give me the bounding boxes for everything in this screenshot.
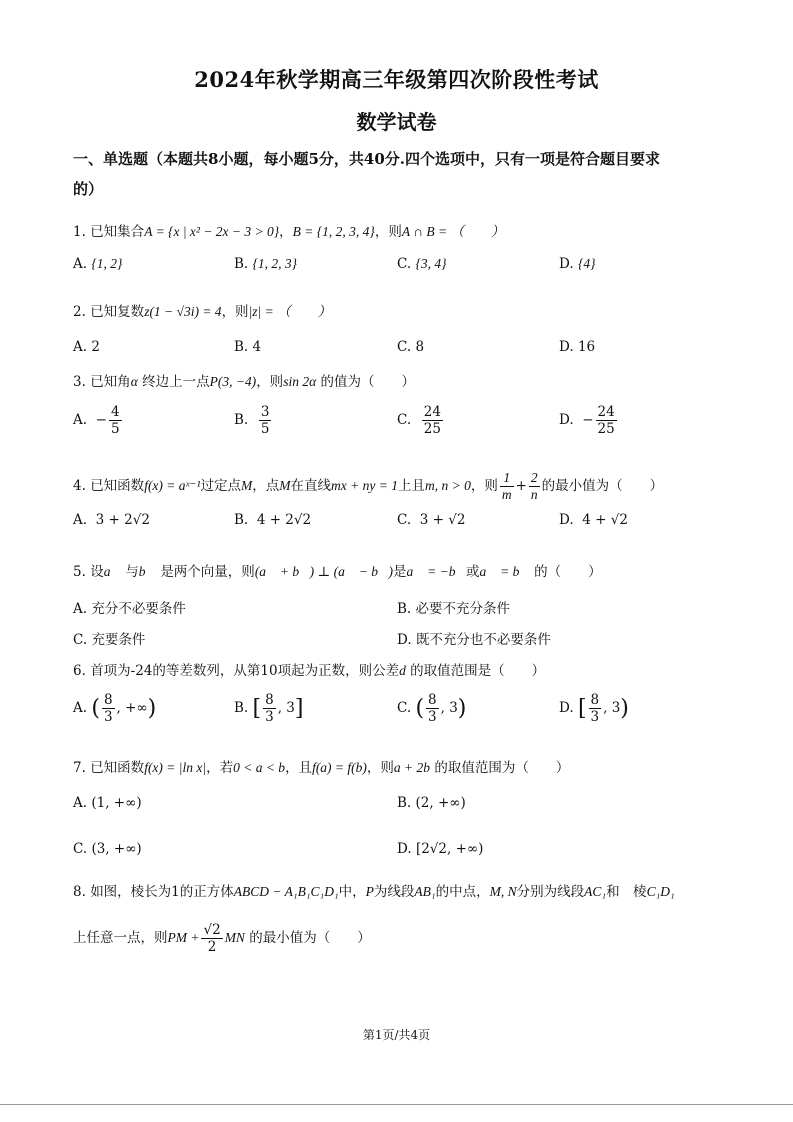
q5-c1: a⃗ = −b⃗ <box>406 564 466 579</box>
q8-stem-d: 的中点， <box>435 884 490 900</box>
q4-func: f(x) = aˣ⁻¹ <box>144 478 201 493</box>
q4-plus: + <box>515 478 527 494</box>
question-5 <box>73 560 602 580</box>
q2-expr: z(1 − √3i) = 4 <box>144 304 222 319</box>
q3-alpha: α <box>130 374 138 389</box>
q1-set-b: B = {1, 2, 3, 4} <box>292 224 375 239</box>
q6-option-a[interactable]: A. ( $\frac{8}{3}$ , +∞) <box>73 692 157 725</box>
q7-stem-b: ，若 <box>206 760 234 776</box>
q7-stem-d: ，则 <box>366 760 394 776</box>
q5-cond: (a⃗ + b⃗) ⊥ (a⃗ − b⃗) <box>254 564 393 579</box>
section-heading <box>73 144 723 204</box>
q3-option-b[interactable]: B. $\frac{3}{5}$ <box>234 404 270 437</box>
q3-number: 3. <box>73 374 86 390</box>
q1-ask: A ∩ B = （ ） <box>401 224 505 239</box>
q7-stem-c: ，且 <box>285 760 313 776</box>
q1-number: 1. <box>73 224 86 240</box>
q4-line: mx + ny = 1 <box>331 478 398 493</box>
q3-expr: sin 2α <box>283 374 317 389</box>
q3-point: P(3, −4) <box>209 374 257 389</box>
q8-stem-c: 为线段 <box>373 884 415 900</box>
q2-option-d[interactable]: D. 16 <box>559 339 596 355</box>
q4-m2: M <box>279 478 291 493</box>
q8-mn-points: M, N <box>489 884 517 899</box>
q7-end: 的取值范围为（ ） <box>434 760 570 776</box>
q8-stem-f: 和 棱 <box>606 884 647 900</box>
section-heading-line2: 的） <box>73 180 104 198</box>
q7-option-a[interactable]: A. (1, +∞) <box>73 795 142 811</box>
q8-p: P <box>365 884 374 899</box>
exam-subtitle: 数学试卷 <box>356 110 437 134</box>
q6-option-d[interactable]: D. [ $\frac{8}{3}$ , 3) <box>559 692 629 725</box>
q7-stem-a: 已知函数 <box>90 760 145 776</box>
q3-option-a[interactable]: A. − $\frac{4}{5}$ <box>73 404 120 437</box>
q2-number: 2. <box>73 304 86 320</box>
q4-stem-f: ，则 <box>470 478 498 494</box>
q8-mn: MN <box>224 930 245 945</box>
question-8 <box>73 880 675 900</box>
q8-line2-b: 的最小值为（ ） <box>249 930 371 946</box>
question-8-line2 <box>73 922 371 955</box>
q4-frac-2: $\frac{2}{n}$ <box>530 470 538 502</box>
q4-number: 4. <box>73 478 86 494</box>
q3-stem-a: 已知角 <box>90 374 131 390</box>
q4-stem-c: ，点 <box>252 478 280 494</box>
q3-stem-d: 的值为（ ） <box>320 374 415 390</box>
q5-or: 或 <box>465 564 480 580</box>
q4-option-a[interactable]: A. 3 + 2√2 <box>73 512 150 528</box>
q5-vec-a: a⃗ <box>103 564 121 579</box>
q8-seg1: AB₁ <box>414 884 436 899</box>
q4-m1: M <box>241 478 253 493</box>
q2-option-b[interactable]: B. 4 <box>234 339 262 355</box>
q2-stem-b: ，则 <box>221 304 249 320</box>
q6-d: d <box>399 663 406 678</box>
q6-stem: 首项为-24的等差数列，从第10项起为正数，则公差 <box>90 663 400 679</box>
q8-seg2: AC₁ <box>584 884 607 899</box>
q3-stem-c: ，则 <box>256 374 284 390</box>
q6-option-b[interactable]: B. [ $\frac{8}{3}$ , 3] <box>234 692 304 725</box>
q5-end: 的（ ） <box>534 564 602 580</box>
q5-stem-b: 是两个向量，则 <box>160 564 255 580</box>
q5-stem: 设 <box>90 564 104 580</box>
q5-option-d[interactable]: D. 既不充分也不必要条件 <box>397 632 551 648</box>
q8-cube: ABCD − A₁B₁C₁D₁ <box>233 884 339 899</box>
q2-option-c[interactable]: C. 8 <box>397 339 425 355</box>
q7-option-d[interactable]: D. [2√2, +∞) <box>397 841 484 857</box>
q6-end: 的取值范围是（ ） <box>410 663 546 679</box>
q4-option-b[interactable]: B. 4 + 2√2 <box>234 512 312 528</box>
question-1: 1. 已知集合A = {x | x² − 2x − 3 > 0}，B = {1, 2, 3, 4}，则A ∩ B = （ ） <box>73 224 505 240</box>
q5-with: 与 <box>125 564 139 580</box>
q8-line2-a: 上任意一点，则 <box>73 930 168 946</box>
q4-stem-a: 已知函数 <box>90 478 145 494</box>
q1-option-b[interactable]: B. {1, 2, 3} <box>234 256 298 272</box>
q8-stem-a: 如图，棱长为1的正方体 <box>90 884 234 900</box>
q3-option-c[interactable]: C. $\frac{24}{25}$ <box>397 404 441 437</box>
q6-option-c[interactable]: C. ( $\frac{8}{3}$ , 3) <box>397 692 467 725</box>
q4-option-c[interactable]: C. 3 + √2 <box>397 512 466 528</box>
q2-ask: |z| = （ ） <box>248 304 332 319</box>
exam-title: 2024年秋学期高三年级第四次阶段性考试 <box>194 67 599 92</box>
section-heading-line1: 一、单选题（本题共8小题，每小题5分，共40分.四个选项中，只有一项是符合题目要求 <box>73 150 660 168</box>
q1-set-a: A = {x | x² − 2x − 3 > 0} <box>144 224 280 239</box>
q4-stem-d: 在直线 <box>290 478 332 494</box>
question-3 <box>73 370 415 390</box>
q6-number: 6. <box>73 663 86 679</box>
q3-option-d[interactable]: D. − $\frac{24}{25}$ <box>559 404 615 437</box>
question-7 <box>73 756 569 776</box>
q4-stem-g: 的最小值为（ ） <box>541 478 664 494</box>
q8-number: 8. <box>73 884 86 900</box>
q3-stem-b: 终边上一点 <box>142 374 210 390</box>
q7-func: f(x) = |ln x| <box>144 760 207 775</box>
q8-seg3: C₁D₁ <box>646 884 675 899</box>
q1-option-c[interactable]: C. {3, 4} <box>397 256 447 272</box>
q5-number: 5. <box>73 564 86 580</box>
q7-option-c[interactable]: C. (3, +∞) <box>73 841 142 857</box>
q7-number: 7. <box>73 760 86 776</box>
q5-c2: a⃗ = b⃗ <box>479 564 530 579</box>
q5-vec-b: b⃗ <box>138 564 157 579</box>
q8-stem-e: 分别为线段 <box>516 884 585 900</box>
page-footer: 第1页/共4页 <box>362 1028 431 1042</box>
q5-option-b[interactable]: B. 必要不充分条件 <box>397 601 511 617</box>
q1-option-a[interactable]: A. {1, 2} <box>73 256 123 272</box>
q1-stem-a: 已知集合 <box>90 224 145 240</box>
q5-option-a[interactable]: A. 充分不必要条件 <box>73 601 186 617</box>
question-6 <box>73 659 545 679</box>
q7-eq: f(a) = f(b) <box>312 760 367 775</box>
q8-stem-b: 中， <box>338 884 366 900</box>
q4-frac-1: $\frac{1}{m}$ <box>501 470 512 502</box>
question-4 <box>73 470 663 503</box>
q7-option-b[interactable]: B. (2, +∞) <box>397 795 466 811</box>
footer-divider <box>0 1104 793 1105</box>
q4-option-d[interactable]: D. 4 + √2 <box>559 512 628 528</box>
q5-is: 是 <box>392 564 407 580</box>
q1-option-d[interactable]: D. {4} <box>559 256 596 272</box>
q5-option-c[interactable]: C. 充要条件 <box>73 632 146 648</box>
q2-option-a[interactable]: A. 2 <box>73 339 100 355</box>
q8-pm: PM + <box>167 930 200 945</box>
q1-stem-b: ，则 <box>374 224 402 240</box>
q7-expr: a + 2b <box>393 760 431 775</box>
q8-frac: $\frac{√2}{2}$ <box>203 922 221 955</box>
q2-stem-a: 已知复数 <box>90 304 145 320</box>
q4-stem-b: 过定点 <box>200 478 242 494</box>
question-2 <box>73 300 331 320</box>
q4-stem-e: 上且 <box>397 478 425 494</box>
q7-cond: 0 < a < b <box>233 760 286 775</box>
q4-cond: m, n > 0 <box>424 478 471 493</box>
